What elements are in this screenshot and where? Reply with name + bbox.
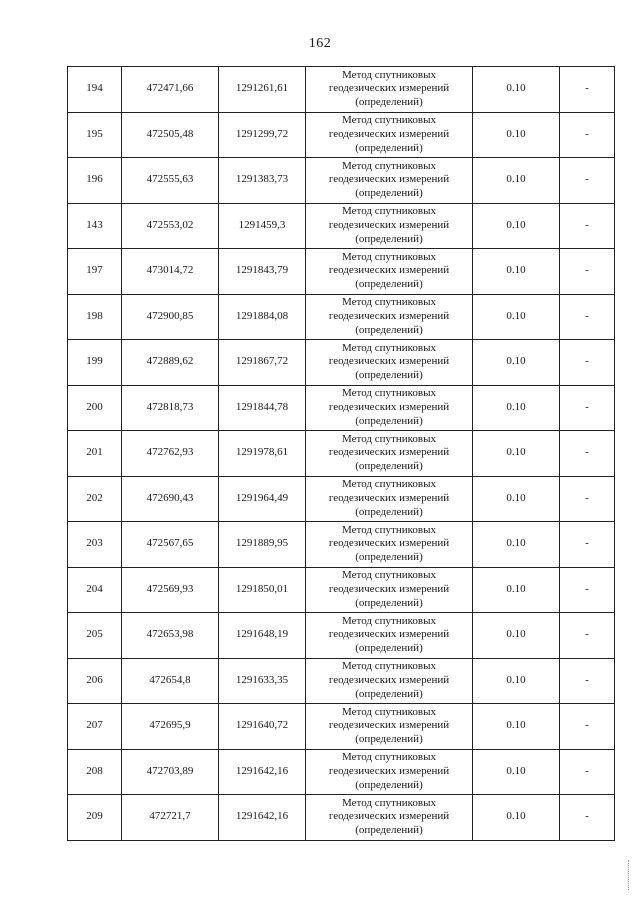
extra-cell: -: [560, 203, 615, 249]
y-coordinate-cell: 1291867,72: [219, 340, 306, 386]
method-cell: [306, 67, 473, 113]
method-line: (определений): [355, 187, 423, 200]
accuracy-cell: 0.10: [473, 476, 560, 522]
accuracy-cell: 0.10: [473, 613, 560, 659]
accuracy-cell: 0.10: [473, 704, 560, 750]
table-row: [68, 294, 615, 340]
method-line: Метод спутниковых: [342, 614, 436, 627]
y-coordinate-cell: 1291889,95: [219, 522, 306, 568]
extra-cell: -: [560, 567, 615, 613]
method-line: Метод спутниковых: [342, 205, 436, 218]
table-row: [68, 431, 615, 477]
method-cell: [306, 658, 473, 704]
table-row: [68, 385, 615, 431]
method-line: геодезических измерений: [328, 719, 450, 732]
extra-cell: -: [560, 431, 615, 477]
point-number-cell: 207: [68, 704, 122, 750]
method-line: геодезических измерений: [328, 491, 450, 504]
method-line: геодезических измерений: [328, 82, 450, 95]
page-number: 162: [308, 36, 332, 51]
extra-cell: -: [560, 385, 615, 431]
extra-cell: -: [560, 340, 615, 386]
extra-cell: -: [560, 795, 615, 841]
x-coordinate-cell: 472762,93: [122, 431, 219, 477]
y-coordinate-cell: 1291843,79: [219, 249, 306, 295]
method-cell: [306, 340, 473, 386]
y-coordinate-cell: 1291978,61: [219, 431, 306, 477]
x-coordinate-cell: 472653,98: [122, 613, 219, 659]
coordinates-table-body: [68, 67, 615, 841]
method-line: геодезических измерений: [328, 628, 450, 641]
method-line: (определений): [355, 505, 423, 518]
method-line: геодезических измерений: [328, 400, 450, 413]
method-line: геодезических измерений: [328, 218, 450, 231]
table-row: [68, 67, 615, 113]
table-row: [68, 522, 615, 568]
y-coordinate-cell: 1291850,01: [219, 567, 306, 613]
method-line: геодезических измерений: [328, 537, 450, 550]
method-line: Метод спутниковых: [342, 250, 436, 263]
y-coordinate-cell: 1291648,19: [219, 613, 306, 659]
extra-cell: -: [560, 476, 615, 522]
y-coordinate-cell: 1291459,3: [219, 203, 306, 249]
table-row: [68, 749, 615, 795]
table-row: [68, 476, 615, 522]
y-coordinate-cell: 1291383,73: [219, 158, 306, 204]
method-cell: [306, 249, 473, 295]
x-coordinate-cell: 472654,8: [122, 658, 219, 704]
extra-cell: -: [560, 249, 615, 295]
point-number-cell: 200: [68, 385, 122, 431]
table-row: [68, 567, 615, 613]
method-line: геодезических измерений: [328, 673, 450, 686]
point-number-cell: 199: [68, 340, 122, 386]
y-coordinate-cell: 1291642,16: [219, 749, 306, 795]
method-line: Метод спутниковых: [342, 159, 436, 172]
method-cell: [306, 567, 473, 613]
method-cell: [306, 522, 473, 568]
method-cell: [306, 385, 473, 431]
accuracy-cell: 0.10: [473, 567, 560, 613]
method-line: (определений): [355, 551, 423, 564]
extra-cell: -: [560, 158, 615, 204]
accuracy-cell: 0.10: [473, 749, 560, 795]
accuracy-cell: 0.10: [473, 431, 560, 477]
method-line: (определений): [355, 323, 423, 336]
method-line: (определений): [355, 278, 423, 291]
method-line: Метод спутниковых: [342, 296, 436, 309]
extra-cell: -: [560, 613, 615, 659]
extra-cell: -: [560, 704, 615, 750]
method-line: Метод спутниковых: [342, 705, 436, 718]
method-line: геодезических измерений: [328, 446, 450, 459]
accuracy-cell: 0.10: [473, 340, 560, 386]
method-line: (определений): [355, 369, 423, 382]
method-line: Метод спутниковых: [342, 114, 436, 127]
table-row: [68, 613, 615, 659]
method-line: (определений): [355, 460, 423, 473]
accuracy-cell: 0.10: [473, 795, 560, 841]
point-number-cell: 202: [68, 476, 122, 522]
method-cell: [306, 613, 473, 659]
method-line: геодезических измерений: [328, 127, 450, 140]
method-line: Метод спутниковых: [342, 387, 436, 400]
method-line: Метод спутниковых: [342, 751, 436, 764]
method-line: (определений): [355, 642, 423, 655]
accuracy-cell: 0.10: [473, 522, 560, 568]
accuracy-cell: 0.10: [473, 249, 560, 295]
point-number-cell: 208: [68, 749, 122, 795]
accuracy-cell: 0.10: [473, 112, 560, 158]
table-row: [68, 340, 615, 386]
method-line: геодезических измерений: [328, 173, 450, 186]
accuracy-cell: 0.10: [473, 203, 560, 249]
point-number-cell: 194: [68, 67, 122, 113]
table-row: [68, 704, 615, 750]
x-coordinate-cell: 472555,63: [122, 158, 219, 204]
point-number-cell: 195: [68, 112, 122, 158]
coordinates-table: [67, 66, 615, 841]
method-line: Метод спутниковых: [342, 523, 436, 536]
method-line: Метод спутниковых: [342, 432, 436, 445]
x-coordinate-cell: 472900,85: [122, 294, 219, 340]
y-coordinate-cell: 1291844,78: [219, 385, 306, 431]
y-coordinate-cell: 1291884,08: [219, 294, 306, 340]
table-row: [68, 112, 615, 158]
method-line: (определений): [355, 414, 423, 427]
method-line: Метод спутниковых: [342, 68, 436, 81]
extra-cell: -: [560, 294, 615, 340]
method-cell: [306, 476, 473, 522]
method-cell: [306, 795, 473, 841]
point-number-cell: 201: [68, 431, 122, 477]
x-coordinate-cell: 473014,72: [122, 249, 219, 295]
method-line: Метод спутниковых: [342, 341, 436, 354]
method-cell: [306, 294, 473, 340]
extra-cell: -: [560, 658, 615, 704]
table-row: [68, 158, 615, 204]
point-number-cell: 209: [68, 795, 122, 841]
method-cell: [306, 431, 473, 477]
method-line: (определений): [355, 824, 423, 837]
method-line: геодезических измерений: [328, 810, 450, 823]
scan-edge-mark: [628, 860, 631, 890]
extra-cell: -: [560, 112, 615, 158]
point-number-cell: 204: [68, 567, 122, 613]
method-line: (определений): [355, 596, 423, 609]
method-line: (определений): [355, 733, 423, 746]
table-row: [68, 203, 615, 249]
accuracy-cell: 0.10: [473, 294, 560, 340]
point-number-cell: 203: [68, 522, 122, 568]
accuracy-cell: 0.10: [473, 385, 560, 431]
method-cell: [306, 112, 473, 158]
x-coordinate-cell: 472889,62: [122, 340, 219, 386]
table-row: [68, 795, 615, 841]
x-coordinate-cell: 472567,65: [122, 522, 219, 568]
table-row: [68, 658, 615, 704]
method-line: геодезических измерений: [328, 764, 450, 777]
point-number-cell: 143: [68, 203, 122, 249]
method-line: геодезических измерений: [328, 582, 450, 595]
extra-cell: -: [560, 749, 615, 795]
extra-cell: -: [560, 522, 615, 568]
method-line: геодезических измерений: [328, 355, 450, 368]
point-number-cell: 196: [68, 158, 122, 204]
method-cell: [306, 203, 473, 249]
x-coordinate-cell: 472471,66: [122, 67, 219, 113]
method-line: (определений): [355, 687, 423, 700]
accuracy-cell: 0.10: [473, 67, 560, 113]
point-number-cell: 206: [68, 658, 122, 704]
point-number-cell: 205: [68, 613, 122, 659]
x-coordinate-cell: 472703,89: [122, 749, 219, 795]
method-line: Метод спутниковых: [342, 478, 436, 491]
method-line: (определений): [355, 141, 423, 154]
x-coordinate-cell: 472695,9: [122, 704, 219, 750]
x-coordinate-cell: 472818,73: [122, 385, 219, 431]
method-line: (определений): [355, 232, 423, 245]
table-row: [68, 249, 615, 295]
x-coordinate-cell: 472721,7: [122, 795, 219, 841]
x-coordinate-cell: 472690,43: [122, 476, 219, 522]
y-coordinate-cell: 1291299,72: [219, 112, 306, 158]
x-coordinate-cell: 472553,02: [122, 203, 219, 249]
accuracy-cell: 0.10: [473, 158, 560, 204]
x-coordinate-cell: 472569,93: [122, 567, 219, 613]
y-coordinate-cell: 1291633,35: [219, 658, 306, 704]
method-cell: [306, 749, 473, 795]
accuracy-cell: 0.10: [473, 658, 560, 704]
method-cell: [306, 158, 473, 204]
point-number-cell: 197: [68, 249, 122, 295]
y-coordinate-cell: 1291642,16: [219, 795, 306, 841]
y-coordinate-cell: 1291261,61: [219, 67, 306, 113]
method-cell: [306, 704, 473, 750]
method-line: Метод спутниковых: [342, 660, 436, 673]
y-coordinate-cell: 1291640,72: [219, 704, 306, 750]
method-line: (определений): [355, 96, 423, 109]
y-coordinate-cell: 1291964,49: [219, 476, 306, 522]
method-line: Метод спутниковых: [342, 569, 436, 582]
x-coordinate-cell: 472505,48: [122, 112, 219, 158]
method-line: геодезических измерений: [328, 309, 450, 322]
extra-cell: -: [560, 67, 615, 113]
method-line: (определений): [355, 778, 423, 791]
method-line: Метод спутниковых: [342, 796, 436, 809]
point-number-cell: 198: [68, 294, 122, 340]
method-line: геодезических измерений: [328, 264, 450, 277]
